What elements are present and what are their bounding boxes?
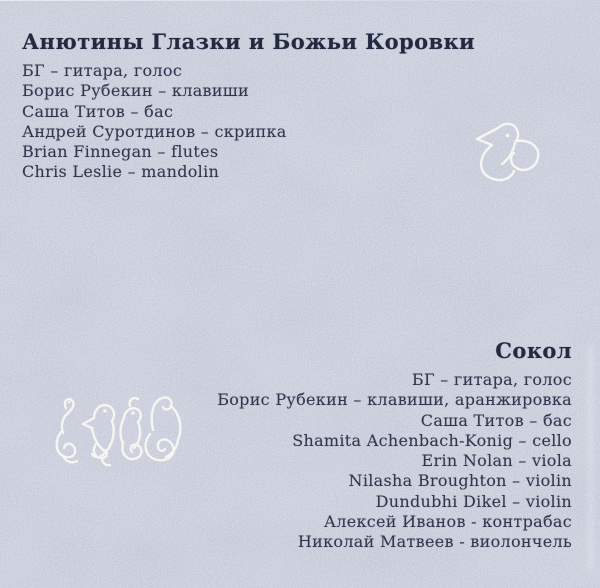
- credit-line: БГ – гитара, голос: [22, 61, 183, 80]
- bird-flock-line-sketch-icon: [50, 388, 190, 470]
- credit-line: Erin Nolan – viola: [421, 451, 572, 471]
- credit-line: Chris Leslie – mandolin: [22, 162, 220, 182]
- credit-line: Dundubhi Dikel – violin: [375, 491, 572, 511]
- credit-line: Nilasha Broughton – violin: [348, 471, 572, 491]
- credit-line: Саша Титов – бас: [22, 101, 174, 121]
- credits-list: [22, 61, 475, 183]
- credit-line: Андрей Суротдинов – скрипка: [22, 121, 287, 141]
- credit-line: Brian Finnegan – flutes: [22, 142, 219, 162]
- song-block-anyutiny-glazki: [22, 29, 475, 183]
- credit-line: БГ – гитара, голос: [411, 370, 572, 389]
- credit-line: Борис Рубекин – клавиши, аранжировка: [217, 390, 572, 410]
- credit-line: Борис Рубекин – клавиши: [22, 81, 249, 101]
- credit-line: Николай Матвеев - виолончель: [297, 532, 572, 552]
- song-block-sokol: [217, 338, 572, 553]
- credit-line: Shamita Achenbach-Konig – cello: [292, 430, 572, 450]
- song-title: Сокол: [495, 338, 572, 363]
- credits-list: [217, 370, 572, 553]
- credit-line: Саша Титов – бас: [420, 410, 572, 430]
- song-title: Анютины Глазки и Божьи Коровки: [22, 29, 476, 54]
- dove-line-sketch-icon: [455, 115, 555, 190]
- credit-line: Алексей Иванов - контрабас: [323, 512, 572, 532]
